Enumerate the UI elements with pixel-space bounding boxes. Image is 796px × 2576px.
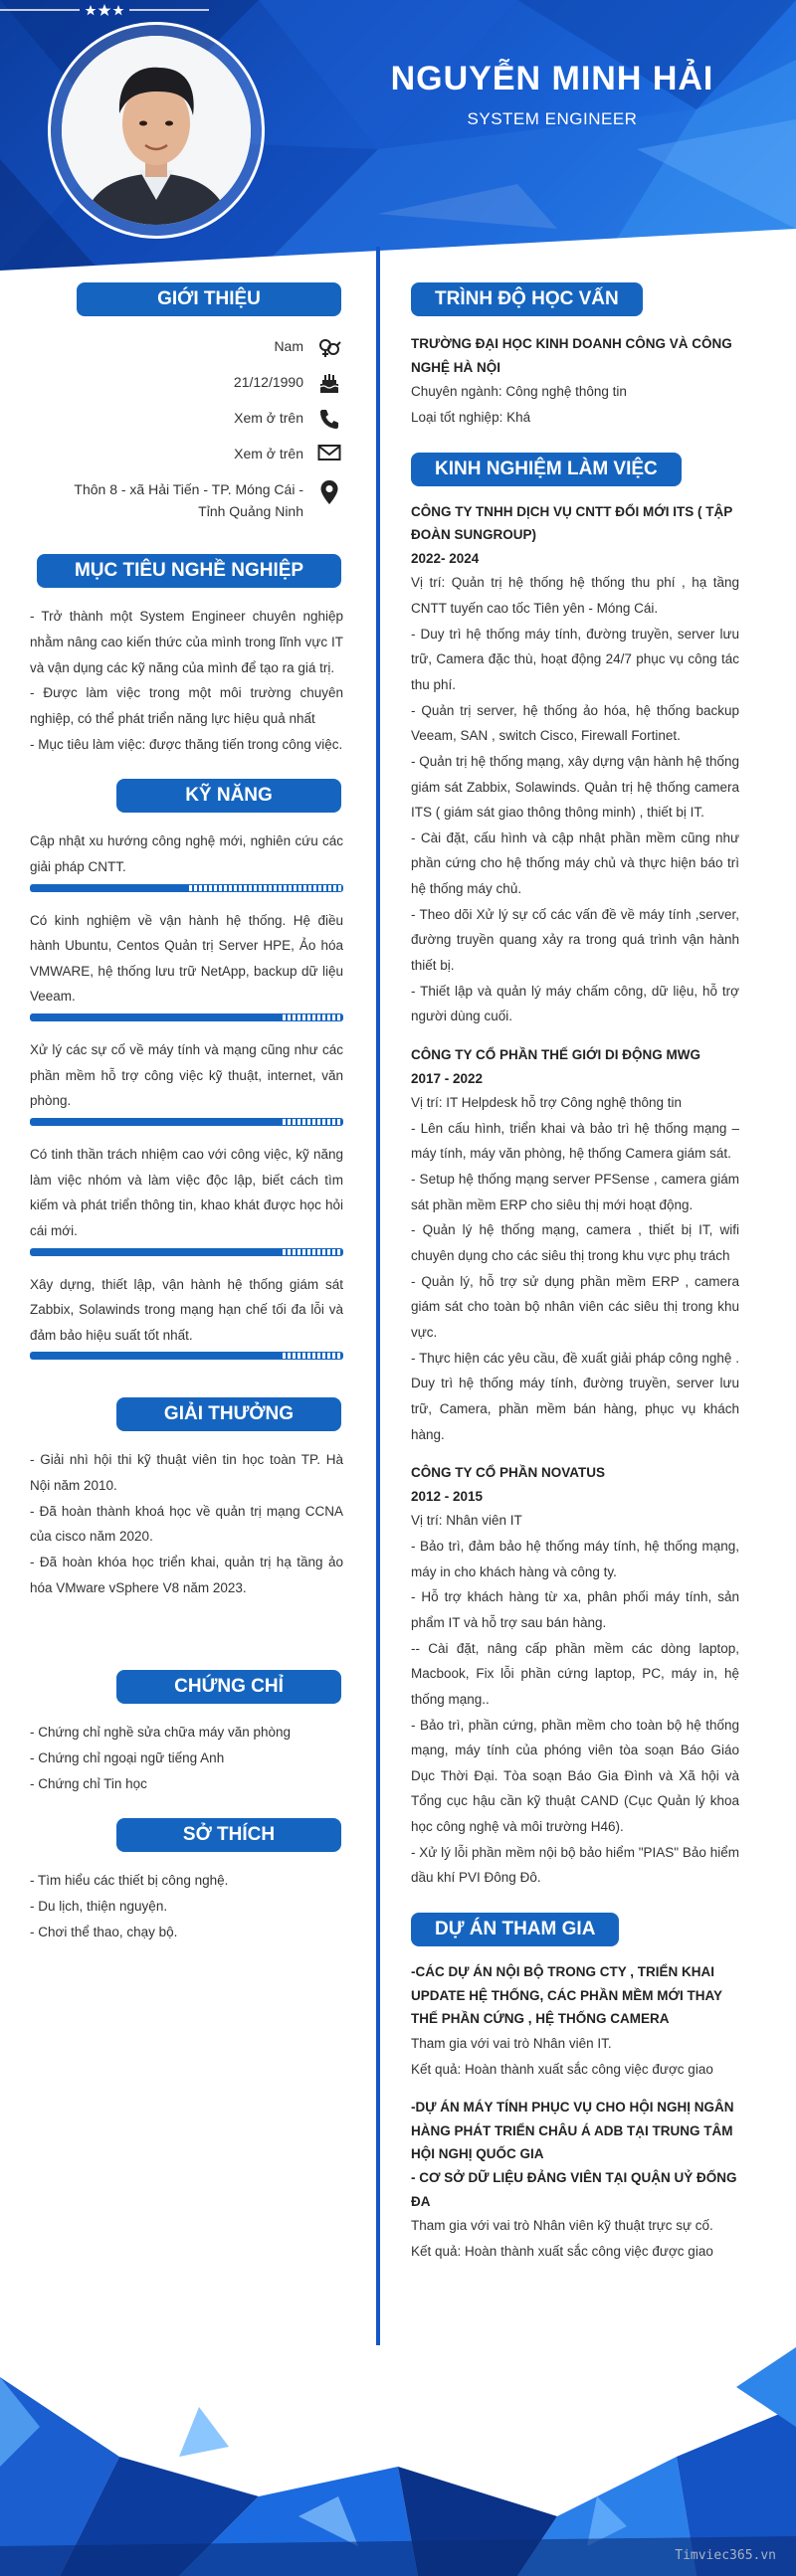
skill-text-4: Có tinh thần trách nhiệm cao với công việc, kỹ năng làm việc nhóm và làm việc độc lập, biết cách tìm kiếm và phát triển thông tin, khao khát được học hỏi cái mới. bbox=[30, 1146, 343, 1238]
skill-bar-2 bbox=[30, 1013, 343, 1021]
phone-icon bbox=[315, 408, 343, 430]
candidate-title: SYSTEM ENGINEER bbox=[467, 109, 638, 128]
objective-line-2: - Được làm việc trong một môi trường chuyên nghiệp, có thể phát triển năng lực hiệu quả nhất bbox=[30, 685, 343, 726]
objective-heading: MỤC TIÊU NGHỀ NGHIỆP bbox=[37, 554, 341, 588]
education-major: Chuyên ngành: Công nghệ thông tin bbox=[411, 384, 627, 400]
job-1-line: - Thiết lập và quản lý máy chấm công, dữ liệu, hỗ trợ người dùng cuối. bbox=[411, 983, 739, 1024]
award-line-2: - Đã hoàn thành khoá học về quản trị mạng CCNA của cisco năm 2020. bbox=[30, 1503, 343, 1545]
project-2-title: - CƠ SỞ DỮ LIỆU ĐẢNG VIÊN TẠI QUẬN UỶ ĐỐNG ĐA bbox=[411, 2170, 737, 2209]
job-2-period: 2017 - 2022 bbox=[411, 1070, 484, 1086]
hobby-line-2: - Du lịch, thiện nguyện. bbox=[30, 1898, 168, 1914]
job-1-line: - Theo dõi Xử lý sự cố các vấn đề về máy tính ,server, đường truyền quang xảy ra trong quá trình vận hành thiết bị. bbox=[411, 906, 739, 974]
project-2-role: Tham gia với vai trò Nhân viên kỹ thuật trực sự cố. bbox=[411, 2218, 713, 2234]
job-3-line: - Hỗ trợ khách hàng từ xa, phân phối máy tính, sản phẩm IT và hỗ trợ sau bán hàng. bbox=[411, 1589, 739, 1630]
email-value[interactable]: Xem ở trên bbox=[234, 446, 303, 461]
skill-bar-3 bbox=[30, 1118, 343, 1126]
hobbies-heading: SỞ THÍCH bbox=[116, 1818, 341, 1852]
award-line-1: - Giải nhì hội thi kỹ thuật viên tin học toàn TP. Hà Nội năm 2010. bbox=[30, 1452, 343, 1494]
job-3-line: - Xử lý lỗi phần mềm nội bộ bảo hiểm "PIAS" Bảo hiểm dầu khí PVI Đông Đô. bbox=[411, 1844, 739, 1886]
job-1-company: CÔNG TY TNHH DỊCH VỤ CNTT ĐỔI MỚI ITS ( TẬP ĐOÀN SUNGROUP) bbox=[411, 503, 733, 543]
awards-heading: GIẢI THƯỞNG bbox=[116, 1397, 341, 1431]
award-line-3: - Đã hoàn khóa học triển khai, quản trị hạ tầng ảo hóa VMware vSphere V8 năm 2023. bbox=[30, 1555, 343, 1595]
job-3-line: Vị trí: Nhân viên IT bbox=[411, 1513, 522, 1529]
phone-value[interactable]: Xem ở trên bbox=[234, 410, 303, 426]
header-banner bbox=[0, 0, 796, 271]
job-2-line: - Quản lý, hỗ trợ sử dụng phần mềm ERP , camera giám sát cho toàn bộ nhân viên các siêu thị trong khu vực. bbox=[411, 1273, 739, 1340]
job-1-line: - Cài đặt, cấu hình và cập nhật phần mềm cũng như phần cứng cho hệ thống máy chủ và thực hiện báo trì hệ thống máy chủ. bbox=[411, 829, 739, 897]
skill-bar-fill bbox=[30, 1118, 281, 1126]
info-email bbox=[30, 444, 343, 469]
experience-heading: KINH NGHIỆM LÀM VIỆC bbox=[411, 453, 682, 486]
job-2-line: Vị trí: IT Helpdesk hỗ trợ Công nghệ thông tin bbox=[411, 1095, 683, 1111]
skills-heading: KỸ NĂNG bbox=[116, 779, 341, 813]
project-1-title: -CÁC DỰ ÁN NỘI BỘ TRONG CTY , TRIỂN KHAI UPDATE HỆ THỐNG, CÁC PHẦN MỀM MỚI THAY THẾ PHẦN CỨNG , HỆ THỐNG CAMERA bbox=[411, 1964, 722, 2027]
job-3-line: - Bảo trì, phần cứng, phần mềm cho toàn bộ hệ thống mạng, máy tính của phóng viên tòa soạn Báo Giáo Dục Thời Đại. Tòa soạn Báo Gia Đình và Xã hội và Tổng cục hậu cần kỹ thuật CAND (Cục Quản lý khoa học công nghệ và môi trường H46). bbox=[411, 1717, 739, 1835]
column-divider bbox=[376, 247, 380, 2345]
job-1-line: - Duy trì hệ thống máy tính, đường truyền, server lưu trữ, Camera đặc thù, hoạt động 24/7 phục vụ công tác thu phí. bbox=[411, 626, 739, 692]
skill-text-1: Cập nhật xu hướng công nghệ mới, nghiên cứu các giải pháp CNTT. bbox=[30, 833, 343, 874]
gender-value: Nam bbox=[274, 338, 303, 354]
job-3-line: -- Cài đặt, nâng cấp phần mềm các dòng laptop, Macbook, Fix lỗi phần cứng laptop, PC, máy in, hệ thống mạng.. bbox=[411, 1640, 739, 1707]
job-2-line: - Thực hiện các yêu cầu, đề xuất giải pháp công nghệ . Duy trì hệ thống máy tính, đường truyền, server lưu trữ, Camera, phần mềm bán hàng, phục vụ khách hàng. bbox=[411, 1350, 739, 1442]
job-1-line: - Quản trị server, hệ thống ảo hóa, hệ thống backup Veeam, SAN , switch Cisco, Firewall Fortinet. bbox=[411, 702, 739, 744]
project-2-title: -DỰ ÁN MÁY TÍNH PHỤC VỤ CHO HỘI NGHỊ NGÂN HÀNG PHÁT TRIỂN CHÂU Á ADB TẠI TRUNG TÂM HỘI NGHỊ QUỐC GIA bbox=[411, 2100, 734, 2162]
left-column bbox=[30, 282, 343, 1944]
location-pin-icon bbox=[315, 479, 343, 505]
hobby-line-3: - Chơi thể thao, chạy bộ. bbox=[30, 1924, 178, 1939]
project-1-result: Kết quả: Hoàn thành xuất sắc công việc được giao bbox=[411, 2061, 713, 2077]
objective-line-3: - Mục tiêu làm việc: được thăng tiến trong công việc. bbox=[30, 736, 343, 752]
job-3-line: - Bảo trì, đảm bảo hệ thống máy tính, hệ thống mạng, máy in cho khách hàng và công ty. bbox=[411, 1539, 739, 1579]
education-grade: Loại tốt nghiệp: Khá bbox=[411, 409, 531, 425]
profile-photo bbox=[62, 36, 251, 225]
skill-bar-fill bbox=[30, 1013, 281, 1021]
projects-heading: DỰ ÁN THAM GIA bbox=[411, 1913, 619, 1946]
job-2-line: - Setup hệ thống mạng server PFSense , camera giám sát phần mềm ERP cho siêu thị mới hoạt động. bbox=[411, 1172, 739, 1212]
job-1-line: Vị trí: Quản trị hệ thống hệ thống thu phí , hạ tầng CNTT tuyến cao tốc Tiên yên - Móng Cái. bbox=[411, 575, 739, 617]
job-3-company: CÔNG TY CỔ PHẦN NOVATUS bbox=[411, 1465, 606, 1481]
address-value: Thôn 8 - xã Hải Tiến - TP. Móng Cái - Tỉnh Quảng Ninh bbox=[74, 481, 303, 519]
job-1-line: - Quản trị hệ thống mạng, xây dựng vận hành hệ thống giám sát Zabbix, Solawinds. Quản trị hệ thống camera ITS ( giám sát giao thông thông minh) , thiết bị IT. bbox=[411, 753, 739, 821]
objective-line-1: - Trở thành một System Engineer chuyên nghiệp nhằm nâng cao kiến thức của mình trong lĩnh vực IT và vận dụng các kỹ năng của mình để tạo ra giá trị. bbox=[30, 609, 343, 675]
certificates-heading: CHỨNG CHỈ bbox=[116, 1670, 341, 1704]
watermark-text: Timviec365.vn bbox=[675, 2548, 776, 2563]
header-stars-ornament bbox=[0, 0, 209, 20]
job-2-company: CÔNG TY CỔ PHẦN THẾ GIỚI DI ĐỘNG MWG bbox=[411, 1046, 701, 1062]
skill-bar-1 bbox=[30, 884, 343, 892]
birthday-cake-icon bbox=[315, 372, 343, 394]
job-1-period: 2022- 2024 bbox=[411, 550, 480, 566]
certificate-line-1: - Chứng chỉ nghề sửa chữa máy văn phòng bbox=[30, 1725, 292, 1741]
job-2-line: - Quản lý hệ thống mạng, camera , thiết bị IT, wifi chuyên dụng cho các siêu thị trong khu vực phụ trách bbox=[411, 1222, 739, 1264]
skill-bar-5 bbox=[30, 1352, 343, 1360]
hobby-line-1: - Tìm hiểu các thiết bị công nghệ. bbox=[30, 1873, 229, 1889]
certificate-line-2: - Chứng chỉ ngoại ngữ tiếng Anh bbox=[30, 1749, 225, 1765]
right-column bbox=[411, 282, 739, 2265]
email-icon bbox=[315, 444, 343, 461]
skill-bar-4 bbox=[30, 1248, 343, 1256]
certificate-line-3: - Chứng chỉ Tin học bbox=[30, 1775, 147, 1791]
skill-bar-fill bbox=[30, 884, 187, 892]
project-1-role: Tham gia với vai trò Nhân viên IT. bbox=[411, 2035, 612, 2051]
skill-text-3: Xử lý các sự cố về máy tính và mạng cũng như các phần mềm hỗ trợ công việc kỹ thuật, internet, văn phòng. bbox=[30, 1042, 343, 1109]
footer-polygon-decoration bbox=[0, 2347, 796, 2576]
candidate-name: NGUYỄN MINH HẢI bbox=[390, 60, 714, 97]
birthday-value: 21/12/1990 bbox=[233, 374, 303, 390]
intro-heading: GIỚI THIỆU bbox=[77, 282, 341, 316]
skill-bar-fill bbox=[30, 1352, 281, 1360]
job-3-period: 2012 - 2015 bbox=[411, 1488, 484, 1504]
info-address bbox=[30, 479, 343, 522]
project-2-result: Kết quả: Hoàn thành xuất sắc công việc được giao bbox=[411, 2243, 713, 2259]
gender-icon bbox=[315, 336, 343, 358]
skill-text-2: Có kinh nghiệm về vận hành hệ thống. Hệ điều hành Ubuntu, Centos Quản trị Server HPE, Ảo hóa VMWARE, hệ thống lưu trữ NetApp, backup dữ liệu Veeam. bbox=[30, 912, 343, 1005]
skill-text-5: Xây dựng, thiết lập, vận hành hệ thống giám sát Zabbix, Solawinds trong mạng hạn chế tối đa lỗi và đảm bảo hiệu suất tốt nhất. bbox=[30, 1276, 343, 1343]
skill-bar-fill bbox=[30, 1248, 281, 1256]
education-heading: TRÌNH ĐỘ HỌC VẤN bbox=[411, 282, 643, 316]
job-2-line: - Lên cấu hình, triển khai và bảo trì hệ thống mạng – máy tính, máy văn phòng, hệ thống Camera giám sát. bbox=[411, 1120, 739, 1162]
info-birthday bbox=[30, 372, 343, 398]
info-gender bbox=[30, 336, 343, 362]
info-phone bbox=[30, 408, 343, 434]
education-school: TRƯỜNG ĐẠI HỌC KINH DOANH CÔNG VÀ CÔNG NGHỆ HÀ NỘI bbox=[411, 336, 732, 375]
